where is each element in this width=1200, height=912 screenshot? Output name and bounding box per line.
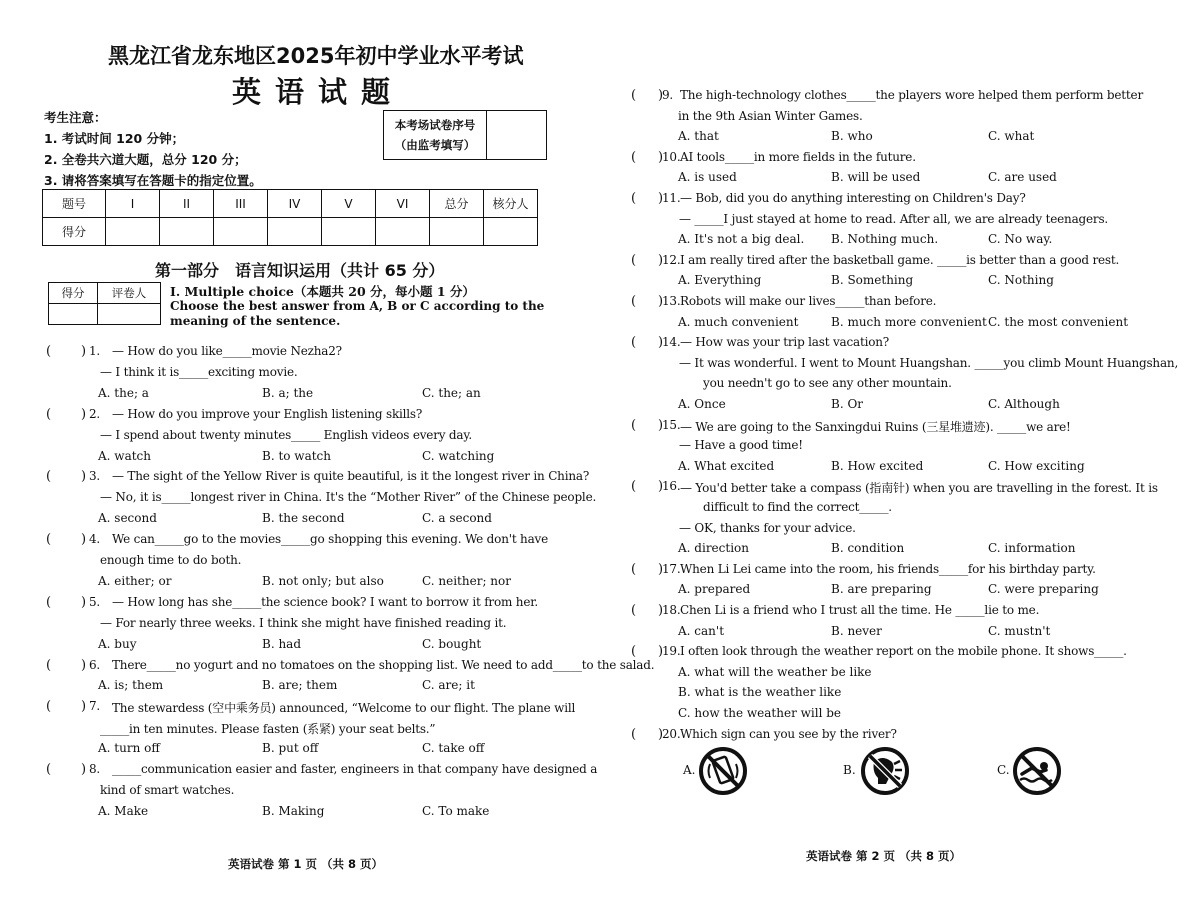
question-text-line: — We are going to the Sanxingdui Ruins (三星堆遗迹). _____we are! bbox=[680, 419, 1071, 434]
answer-paren-right[interactable]: ) bbox=[81, 469, 87, 485]
answer-option[interactable]: B. Or bbox=[831, 397, 864, 411]
notice-item-1: 1. 考试时间 120 分钟； bbox=[44, 131, 185, 146]
question-text-line: When Li Lei came into the room, his friends_____for his birthday party. bbox=[680, 561, 1096, 576]
question-number: 6. bbox=[89, 657, 101, 672]
answer-option[interactable]: B. condition bbox=[831, 541, 905, 556]
answer-paren-left: ( bbox=[46, 344, 52, 359]
answer-paren-right[interactable]: ) bbox=[658, 88, 664, 103]
answer-paren-left: ( bbox=[46, 532, 52, 548]
answer-paren-left: ( bbox=[46, 762, 52, 777]
answer-option[interactable]: C. Nothing bbox=[988, 273, 1054, 288]
score-cell[interactable] bbox=[106, 218, 160, 246]
seat-label-line2: （由监考填写） bbox=[394, 138, 476, 152]
question-number: 13. bbox=[662, 294, 681, 308]
answer-paren-left: ( bbox=[631, 417, 637, 433]
question-text-line: I am really tired after the basketball game. _____is better than a good rest. bbox=[680, 252, 1120, 267]
answer-option[interactable]: A. watch bbox=[98, 448, 151, 463]
answer-option[interactable]: C. How exciting bbox=[988, 458, 1085, 473]
question-number: 8. bbox=[89, 762, 101, 776]
answer-option[interactable]: A. turn off bbox=[98, 741, 160, 756]
section-title: 第一部分 语言知识运用（共计 65 分） bbox=[155, 261, 445, 280]
answer-option[interactable]: A. that bbox=[678, 129, 719, 144]
notice-heading: 考生注意： bbox=[44, 110, 107, 125]
answer-option[interactable]: B. put off bbox=[262, 741, 319, 756]
answer-paren-right[interactable]: ) bbox=[658, 191, 664, 206]
score-cell[interactable] bbox=[430, 218, 484, 246]
question-text-line: — The sight of the Yellow River is quite beautiful, is it the longest river in China? bbox=[112, 469, 590, 484]
answer-paren-right[interactable]: ) bbox=[81, 406, 87, 422]
question-number: 20. bbox=[662, 726, 681, 741]
grader-table bbox=[48, 282, 161, 325]
question-text-line: Robots will make our lives_____than before. bbox=[680, 294, 937, 308]
answer-paren-right[interactable]: ) bbox=[658, 417, 664, 433]
answer-option[interactable]: B. bbox=[843, 763, 856, 778]
answer-option[interactable]: A. Once bbox=[678, 397, 726, 411]
answer-option[interactable]: C. Although bbox=[988, 397, 1060, 411]
question-number: 4. bbox=[89, 532, 101, 547]
question-text-line: Which sign can you see by the river? bbox=[680, 726, 897, 741]
answer-paren-right[interactable]: ) bbox=[81, 762, 87, 777]
answer-option[interactable]: C. mustn't bbox=[988, 623, 1051, 638]
answer-paren-left: ( bbox=[631, 479, 637, 495]
answer-paren-right[interactable]: ) bbox=[658, 603, 664, 618]
score-table bbox=[42, 189, 538, 246]
answer-paren-right[interactable]: ) bbox=[658, 149, 664, 165]
grader-name-label: 评卷人 bbox=[98, 283, 161, 304]
answer-option[interactable]: B. what is the weather like bbox=[678, 685, 842, 700]
answer-option[interactable]: B. Making bbox=[262, 803, 325, 818]
grader-score-cell[interactable] bbox=[49, 304, 98, 325]
answer-option[interactable]: A. buy bbox=[98, 636, 137, 651]
score-header-cell: II bbox=[160, 190, 214, 218]
score-cell[interactable] bbox=[376, 218, 430, 246]
answer-option[interactable]: A. bbox=[683, 763, 696, 778]
answer-option[interactable]: C. watching bbox=[422, 448, 495, 463]
answer-paren-left: ( bbox=[631, 335, 637, 351]
question-text-line: AI tools_____in more fields in the future. bbox=[680, 149, 916, 164]
score-header-cell: I bbox=[106, 190, 160, 218]
question-text-line: — _____I just stayed at home to read. After all, we are already teenagers. bbox=[679, 211, 1109, 226]
answer-paren-right[interactable]: ) bbox=[658, 252, 664, 268]
seat-label-line1: 本考场试卷序号 bbox=[394, 118, 476, 132]
question-text-line: — I spend about twenty minutes_____ English videos every day. bbox=[100, 427, 472, 442]
answer-paren-right[interactable]: ) bbox=[81, 699, 87, 715]
answer-paren-right[interactable]: ) bbox=[658, 561, 664, 577]
answer-option[interactable]: B. Something bbox=[831, 273, 914, 288]
answer-option[interactable]: C. the most convenient bbox=[988, 314, 1129, 329]
question-text-line: — You'd better take a compass (指南针) when you are travelling in the forest. It is bbox=[680, 481, 1158, 496]
question-number: 7. bbox=[89, 699, 101, 714]
question-text-line: — How do you improve your English listening skills? bbox=[112, 406, 423, 421]
question-text-line: The high-technology clothes_____the players wore helped them perform better bbox=[680, 88, 1143, 102]
question-text-line: — How was your trip last vacation? bbox=[680, 335, 890, 350]
answer-option[interactable]: A. the; a bbox=[98, 385, 149, 400]
answer-option[interactable]: A. is used bbox=[678, 170, 737, 185]
grader-score-label: 得分 bbox=[49, 283, 98, 304]
answer-option[interactable]: A. What excited bbox=[678, 458, 775, 473]
question-number: 17. bbox=[662, 561, 681, 576]
question-number: 1. bbox=[89, 344, 101, 358]
answer-option[interactable]: C. No way. bbox=[988, 232, 1053, 247]
answer-paren-right[interactable]: ) bbox=[658, 335, 664, 351]
question-text-line: — Bob, did you do anything interesting on Children's Day? bbox=[680, 191, 1026, 205]
answer-paren-left: ( bbox=[631, 252, 637, 268]
part-title: I. Multiple choice（本题共 20 分，每小题 1 分） bbox=[170, 284, 475, 299]
answer-paren-left: ( bbox=[631, 88, 637, 103]
score-header-cell: IV bbox=[268, 190, 322, 218]
answer-option[interactable]: B. to watch bbox=[262, 448, 332, 463]
no-swimming-sign-icon bbox=[1012, 746, 1062, 796]
page-footer-left: 英语试卷 第 1 页 （共 8 页） bbox=[228, 857, 384, 871]
question-number: 12. bbox=[662, 252, 681, 267]
answer-option[interactable]: B. had bbox=[262, 636, 302, 651]
answer-option[interactable]: B. How excited bbox=[831, 458, 924, 473]
question-text-line: — How do you like_____movie Nezha2? bbox=[112, 344, 342, 358]
score-header-cell: V bbox=[322, 190, 376, 218]
answer-paren-right[interactable]: ) bbox=[81, 657, 87, 673]
answer-option[interactable]: C. were preparing bbox=[988, 582, 1099, 597]
question-number: 3. bbox=[89, 469, 101, 484]
exam-title: 黑龙江省龙东地区2025年初中学业水平考试 bbox=[108, 44, 524, 68]
score-header-cell: 总分 bbox=[430, 190, 484, 218]
question-number: 5. bbox=[89, 594, 101, 609]
question-text-line: _____in ten minutes. Please fasten (系紧) your seat belts.” bbox=[100, 722, 436, 737]
answer-paren-left: ( bbox=[46, 594, 52, 610]
score-cell[interactable] bbox=[484, 218, 538, 246]
question-text-line: difficult to find the correct_____. bbox=[703, 500, 892, 514]
score-header-cell: 核分人 bbox=[484, 190, 538, 218]
question-text-line: — Have a good time! bbox=[679, 438, 803, 453]
question-text-line: — No, it is_____longest river in China. It's the “Mother River” of the Chinese people. bbox=[100, 490, 597, 505]
answer-option[interactable]: C. the; an bbox=[422, 385, 481, 400]
question-text-line: — For nearly three weeks. I think she might have finished reading it. bbox=[100, 615, 507, 630]
answer-option[interactable]: B. never bbox=[831, 623, 882, 638]
answer-paren-left: ( bbox=[46, 657, 52, 673]
answer-option[interactable]: A. is; them bbox=[98, 678, 164, 693]
no-phone-sign-icon bbox=[698, 746, 748, 796]
answer-option[interactable]: C. bbox=[997, 763, 1010, 778]
answer-option[interactable]: B. much more convenient bbox=[831, 314, 987, 329]
question-text-line: in the 9th Asian Winter Games. bbox=[678, 108, 863, 123]
answer-option[interactable]: C. To make bbox=[422, 803, 490, 818]
answer-paren-right[interactable]: ) bbox=[81, 594, 87, 610]
answer-paren-left: ( bbox=[631, 726, 637, 742]
question-text-line: you needn't go to see any other mountain. bbox=[703, 376, 952, 391]
question-text-line: We can_____go to the movies_____go shopping this evening. We don't have bbox=[112, 532, 549, 547]
answer-paren-right[interactable]: ) bbox=[658, 479, 664, 495]
score-row-label: 得分 bbox=[43, 218, 106, 246]
question-text-line: — It was wonderful. I went to Mount Huangshan. _____you climb Mount Huangshan, bbox=[679, 355, 1179, 370]
answer-option[interactable]: A. much convenient bbox=[678, 314, 799, 329]
answer-option[interactable]: B. are preparing bbox=[831, 582, 932, 597]
question-text-line: — I think it is_____exciting movie. bbox=[100, 364, 298, 379]
question-number: 14. bbox=[662, 335, 681, 350]
answer-option[interactable]: C. what bbox=[988, 129, 1035, 144]
answer-paren-left: ( bbox=[631, 603, 637, 618]
question-number: 18. bbox=[662, 603, 681, 617]
answer-paren-right[interactable]: ) bbox=[658, 294, 664, 309]
answer-paren-left: ( bbox=[46, 699, 52, 715]
no-noise-sign-icon bbox=[860, 746, 910, 796]
answer-paren-right[interactable]: ) bbox=[658, 726, 664, 742]
question-text-line: enough time to do both. bbox=[100, 553, 242, 567]
question-text-line: I often look through the weather report on the mobile phone. It shows_____. bbox=[680, 644, 1127, 659]
answer-option[interactable]: C. information bbox=[988, 541, 1076, 556]
answer-option[interactable]: A. prepared bbox=[678, 582, 751, 597]
answer-paren-left: ( bbox=[46, 469, 52, 485]
score-cell[interactable] bbox=[322, 218, 376, 246]
question-text-line: — OK, thanks for your advice. bbox=[679, 520, 856, 535]
answer-option[interactable]: C. bought bbox=[422, 636, 482, 651]
question-text-line: There_____no yogurt and no tomatoes on the shopping list. We need to add_____to the salad. bbox=[112, 657, 655, 672]
answer-option[interactable]: B. the second bbox=[262, 511, 345, 526]
answer-option[interactable]: A. Everything bbox=[678, 273, 762, 288]
question-text-line: kind of smart watches. bbox=[100, 782, 235, 797]
notice-item-2: 2. 全卷共六道大题，总分 120 分； bbox=[44, 152, 247, 167]
answer-option[interactable]: B. a; the bbox=[262, 385, 314, 400]
question-number: 10. bbox=[662, 149, 681, 164]
grader-name-cell[interactable] bbox=[98, 304, 161, 325]
exam-subject: 英语试题 bbox=[232, 75, 405, 109]
answer-option[interactable]: A. It's not a big deal. bbox=[678, 232, 805, 247]
question-text-line: The stewardess (空中乘务员) announced, “Welcome to our flight. The plane will bbox=[112, 701, 576, 716]
question-number: 9. bbox=[662, 88, 674, 102]
seat-number-label bbox=[384, 111, 487, 159]
answer-paren-left: ( bbox=[631, 561, 637, 577]
score-header-cell: III bbox=[214, 190, 268, 218]
question-number: 11. bbox=[662, 191, 681, 205]
score-header-cell: 题号 bbox=[43, 190, 106, 218]
answer-option[interactable]: A. direction bbox=[678, 541, 749, 556]
answer-option[interactable]: C. take off bbox=[422, 741, 485, 756]
answer-paren-left: ( bbox=[631, 644, 637, 660]
answer-option[interactable]: A. Make bbox=[98, 803, 149, 818]
answer-paren-right[interactable]: ) bbox=[81, 532, 87, 548]
answer-option[interactable]: B. Nothing much. bbox=[831, 232, 939, 247]
answer-option[interactable]: B. will be used bbox=[831, 170, 921, 185]
answer-option[interactable]: C. are; it bbox=[422, 678, 475, 693]
answer-option[interactable]: A. second bbox=[98, 511, 157, 526]
answer-option[interactable]: A. what will the weather be like bbox=[678, 664, 872, 679]
part-instruction: Choose the best answer from A, B or C according to the meaning of the sentence. bbox=[170, 299, 545, 328]
notice-item-3: 3. 请将答案填写在答题卡的指定位置。 bbox=[44, 173, 262, 188]
answer-option[interactable]: B. are; them bbox=[262, 678, 338, 693]
question-number: 2. bbox=[89, 406, 101, 421]
answer-option[interactable]: A. can't bbox=[678, 623, 725, 638]
score-cell[interactable] bbox=[268, 218, 322, 246]
question-text-line: — How long has she_____the science book? I want to borrow it from her. bbox=[112, 594, 539, 609]
question-number: 15. bbox=[662, 417, 681, 432]
page-footer-right: 英语试卷 第 2 页 （共 8 页） bbox=[806, 849, 962, 863]
question-number: 16. bbox=[662, 479, 681, 494]
question-number: 19. bbox=[662, 644, 681, 659]
question-text-line: Chen Li is a friend who I trust all the time. He _____lie to me. bbox=[680, 603, 1040, 617]
answer-option[interactable]: C. a second bbox=[422, 511, 492, 526]
answer-option[interactable]: B. who bbox=[831, 129, 873, 144]
score-cell[interactable] bbox=[160, 218, 214, 246]
answer-paren-left: ( bbox=[631, 149, 637, 165]
score-header-cell: VI bbox=[376, 190, 430, 218]
answer-option[interactable]: C. are used bbox=[988, 170, 1057, 185]
answer-paren-left: ( bbox=[631, 191, 637, 206]
answer-option[interactable]: B. not only; but also bbox=[262, 573, 384, 588]
score-cell[interactable] bbox=[214, 218, 268, 246]
answer-paren-right[interactable]: ) bbox=[81, 344, 87, 359]
answer-paren-left: ( bbox=[46, 406, 52, 422]
seat-number-box bbox=[383, 110, 547, 160]
question-text-line: _____communication easier and faster, engineers in that company have designed a bbox=[112, 762, 598, 776]
answer-option[interactable]: C. neither; nor bbox=[422, 573, 511, 588]
answer-paren-left: ( bbox=[631, 294, 637, 309]
answer-option[interactable]: A. either; or bbox=[98, 573, 172, 588]
answer-paren-right[interactable]: ) bbox=[658, 644, 664, 660]
answer-option[interactable]: C. how the weather will be bbox=[678, 706, 842, 720]
